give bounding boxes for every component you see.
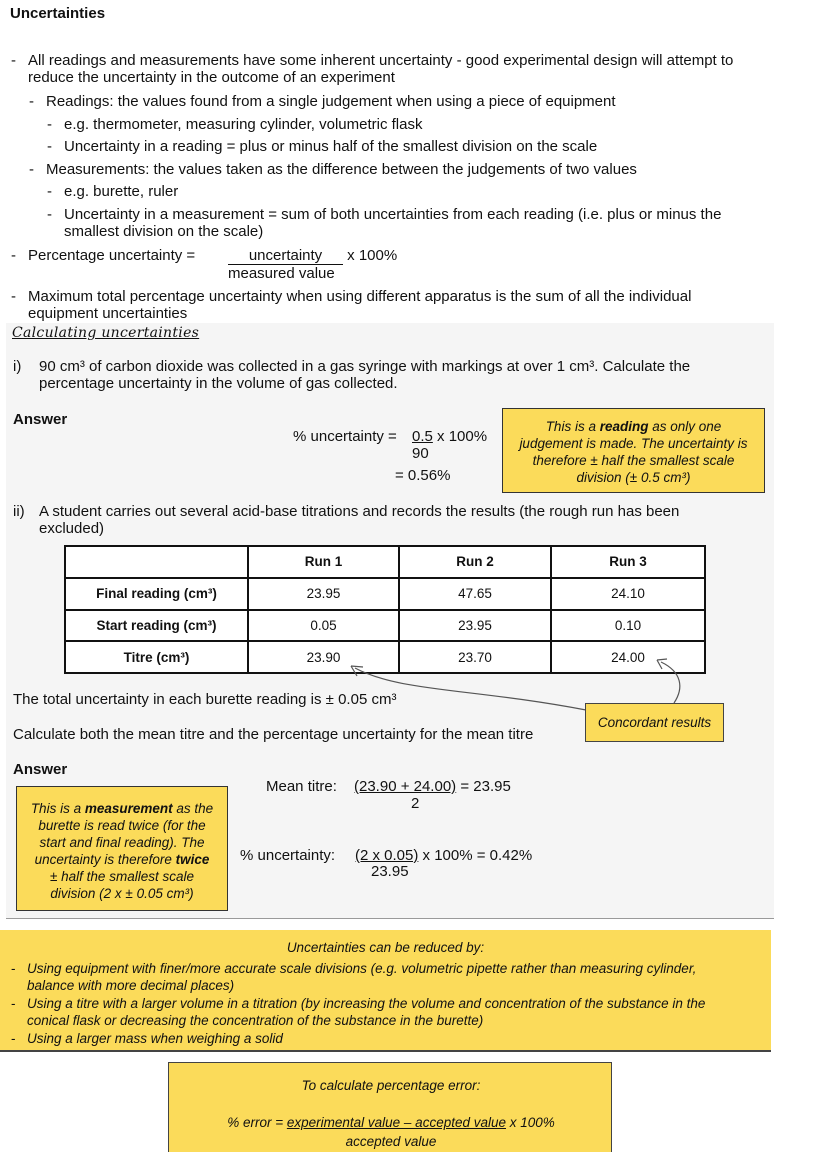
reading-note-box: This is a reading as only one judgement is made. The uncertainty is therefore ± half the smallest scale division (± 0.5 cm³) (502, 408, 765, 493)
table-cell: 23.95 (248, 578, 399, 610)
q1-calc-fraction: 0.5 x 100% (412, 428, 488, 445)
bullet-readings: - Readings: the values found from a single judgement when using a piece of equipment (29, 93, 616, 110)
table-cell: 0.05 (248, 610, 399, 642)
table-row-header: Titre (cm³) (65, 641, 248, 673)
table-cell: 0.10 (551, 610, 705, 642)
q1-calc-prefix: % uncertainty = (293, 428, 397, 445)
measurement-note-box: This is a measurement as the burette is read twice (for the start and final reading). The uncertainty is therefore twice ± half the smallest scale division (2 x ± 0.05 cm³) (16, 786, 228, 911)
q1-calc-denominator: 90 (412, 445, 429, 462)
bullet-readings-examples: - e.g. thermometer, measuring cylinder, volumetric flask (47, 116, 423, 133)
error-formula: % error = experimental value – accepted value x 100% (227, 1115, 555, 1130)
table-cell: 47.65 (399, 578, 551, 610)
reduce-uncertainties-box (0, 930, 771, 1052)
arrow-run3 (661, 662, 680, 703)
question-1-number: i) (13, 358, 22, 375)
bullet-max-total-uncertainty: - Maximum total percentage uncertainty when using different apparatus is the sum of all the individual equipment uncertainties (11, 288, 692, 322)
mean-titre-label: Mean titre: (266, 778, 337, 795)
reduce-item: - Using a titre with a larger volume in a titration (by increasing the volume and concentration of the substance in the conical flask or decreasing the concentration of the substance in the burette) (11, 996, 706, 1028)
bullet-percentage-uncertainty: - Percentage uncertainty = (11, 247, 196, 264)
task-text: Calculate both the mean titre and the percentage uncertainty for the mean titre (13, 726, 534, 743)
table-header-cell: Run 3 (551, 546, 705, 578)
bullet-measurement-uncertainty: - Uncertainty in a measurement = sum of both uncertainties from each reading (i.e. plus or minus the smallest division on the scale) (47, 206, 722, 240)
error-denominator: accepted value (345, 1134, 437, 1149)
reduce-title: Uncertainties can be reduced by: (286, 940, 485, 955)
error-title: To calculate percentage error: (301, 1078, 481, 1093)
table-cell: 23.95 (399, 610, 551, 642)
reduce-item: - Using equipment with finer/more accurate scale divisions (e.g. volumetric pipette rather than measuring cylinder, balance with more decimal places) (11, 961, 697, 993)
bullet-dash: - (11, 52, 16, 69)
answer-label: Answer (13, 761, 68, 778)
reduce-item: - Using a larger mass when weighing a solid (11, 1031, 283, 1046)
table-cell: 23.70 (399, 641, 551, 673)
question-2-number: ii) (13, 503, 25, 520)
table-header-cell: Run 1 (248, 546, 399, 578)
table-cell: 23.90 (248, 641, 399, 673)
pct-uncertainty-label: % uncertainty: (240, 847, 336, 864)
q1-calc-result: = 0.56% (395, 467, 451, 484)
bullet-reading-uncertainty: - Uncertainty in a reading = plus or minus half of the smallest division on the scale (47, 138, 598, 155)
pct-uncertainty-denominator: 23.95 (371, 863, 409, 880)
bullet-measurements-examples: - e.g. burette, ruler (47, 183, 179, 200)
table-header-cell: Run 2 (399, 546, 551, 578)
table-row-header: Start reading (cm³) (65, 610, 248, 642)
concordant-results-label: Concordant results (585, 703, 724, 742)
pct-uncertainty-fraction: uncertainty x 100% measured value (228, 247, 398, 282)
bullet-inherent-uncertainty: - All readings and measurements have some inherent uncertainty - good experimental design will attempt to reduce the uncertainty in the outcome of an experiment (11, 52, 734, 86)
table-cell: 24.00 (551, 641, 705, 673)
answer-label: Answer (13, 411, 68, 428)
pct-uncertainty-calc: (2 x 0.05) x 100% = 0.42% (355, 847, 533, 864)
table-cell: 24.10 (551, 578, 705, 610)
page-title: Uncertainties (10, 5, 106, 22)
question-2-text: A student carries out several acid-base titrations and records the results (the rough run has been excluded) (39, 503, 680, 537)
mean-titre-denominator: 2 (411, 795, 420, 812)
table-row-header: Final reading (cm³) (65, 578, 248, 610)
percentage-error-box (168, 1062, 612, 1152)
mean-titre-calc: (23.90 + 24.00) = 23.95 (354, 778, 511, 795)
question-1-text: 90 cm³ of carbon dioxide was collected in a gas syringe with markings at over 1 cm³. Calculate the percentage uncertainty in the volume of gas collected. (39, 358, 691, 392)
section-heading: Calculating uncertainties (12, 325, 200, 341)
total-uncertainty-text: The total uncertainty in each burette reading is ± 0.05 cm³ (13, 691, 397, 708)
bullet-measurements: - Measurements: the values taken as the difference between the judgements of two values (29, 161, 637, 178)
